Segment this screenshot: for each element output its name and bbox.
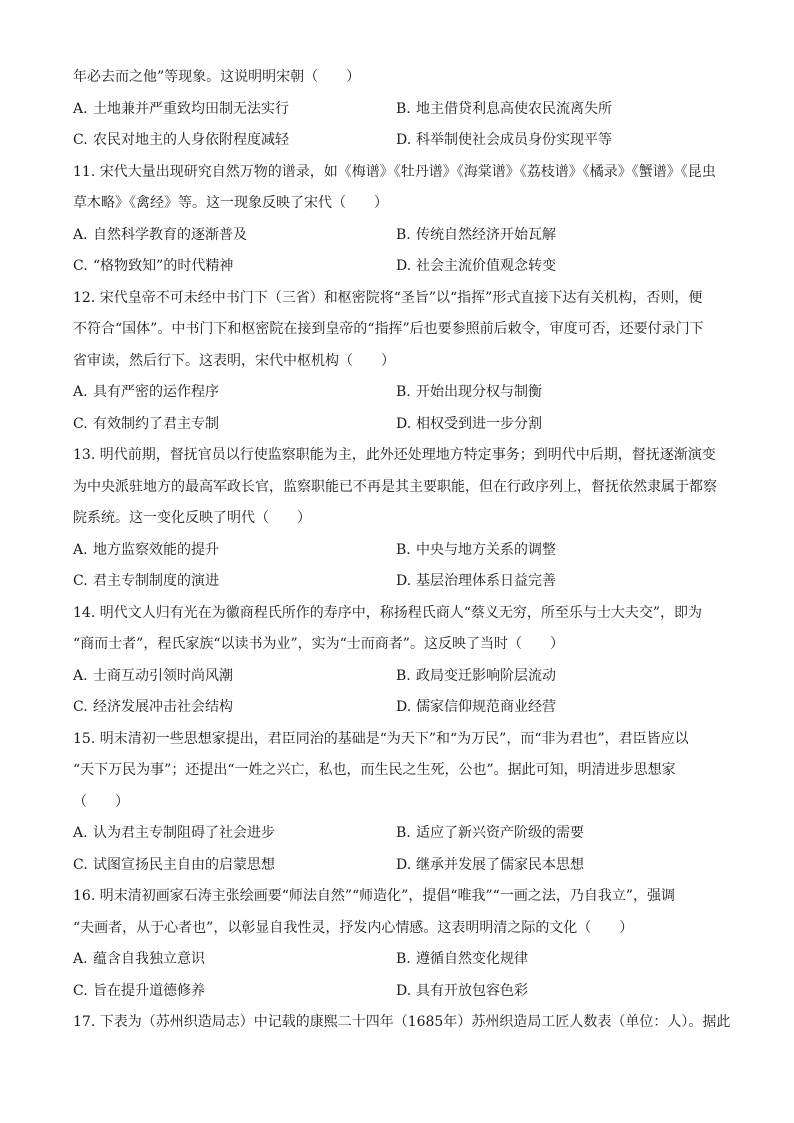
options-row: [73, 944, 734, 976]
question-stem-line: 不符合“国体”。中书门下和枢密院在接到皇帝的“指挥”后也要参照前后敕令，审度可否，还要付录门下: [73, 321, 704, 337]
question-stem-line: “商而士者”，程氏家族“以读书为业”，实为“士而商者”。这反映了当时（ ）: [73, 636, 564, 652]
options-row: [73, 377, 734, 409]
options-row: [73, 535, 734, 567]
question-stem-line: 草木略》《禽经》等。这一现象反映了宋代（ ）: [73, 195, 388, 211]
option-b: B. 中央与地方关系的调整: [396, 541, 556, 558]
question-stem-line: 11. 宋代大量出现研究自然万物的谱录，如《梅谱》《牡丹谱》《海棠谱》《荔枝谱》《橘录》《蟹谱》《昆虫: [73, 163, 716, 180]
options-row: [73, 661, 734, 693]
option-a: A. 自然科学教育的逐渐普及: [73, 226, 247, 243]
question-stem-line: 14. 明代文人归有光在为徽商程氏所作的寿序中，称扬程氏商人“蔡义无穷，所至乐与士大夫交”，即为: [73, 604, 703, 621]
option-c: C. 试图宣扬民主自由的启蒙思想: [73, 856, 275, 873]
option-a: A. 蕴含自我独立意识: [73, 951, 205, 967]
options-row: [73, 850, 734, 882]
option-c: C. 有效制约了君主专制: [73, 415, 219, 432]
question-16: [73, 881, 734, 1007]
question-12: [73, 283, 734, 441]
option-c: C. 经济发展冲击社会结构: [73, 699, 233, 715]
options-row: [73, 94, 734, 126]
question-17: [73, 1007, 734, 1039]
options-row: [73, 409, 734, 441]
option-d: D. 相权受到进一步分割: [396, 415, 542, 432]
option-d: D. 继承并发展了儒家民本思想: [396, 856, 584, 873]
question-stem-line: 院系统。这一变化反映了明代（ ）: [73, 510, 311, 526]
question-10: [73, 62, 734, 157]
question-14: [73, 598, 734, 724]
question-stem-line: 年必去而之他”等现象。这说明明宋朝（ ）: [73, 69, 361, 85]
options-row: [73, 818, 734, 850]
option-c: C. 农民对地主的人身依附程度减轻: [73, 132, 289, 148]
option-a: A. 认为君主专制阻碍了社会进步: [73, 825, 275, 841]
options-row: [73, 566, 734, 598]
question-stem-line: （ ）: [73, 793, 129, 810]
options-row: [73, 976, 734, 1008]
question-stem-line: 16. 明末清初画家石涛主张绘画要“师法自然”“师造化”，提倡“唯我”“一画之法，乃自我立”，强调: [73, 888, 675, 904]
option-d: D. 科举制使社会成员身份实现平等: [396, 132, 612, 148]
option-b: B. 传统自然经济开始瓦解: [396, 226, 556, 243]
option-c: C. “格物致知”的时代精神: [73, 258, 234, 274]
option-b: B. 地主借贷利息高使农民流离失所: [396, 100, 612, 117]
question-11: [73, 157, 734, 283]
options-row: [73, 692, 734, 724]
option-c: C. 君主专制制度的演进: [73, 573, 219, 589]
question-stem-line: “夫画者，从于心者也”，以彰显自我性灵，抒发内心情感。这表明明清之际的文化（ ）: [73, 919, 634, 936]
question-stem-line: 15. 明末清初一些思想家提出，君臣同治的基础是“为天下”和“为万民”，而“非为君也”，君臣皆应以: [73, 730, 689, 747]
question-stem-line: 省审读，然后行下。这表明，宋代中枢机构（ ）: [73, 352, 395, 369]
question-stem-line: “天下万民为事”；还提出“一姓之兴亡，私也，而生民之生死，公也”。据此可知，明清进步思想家: [73, 762, 676, 778]
option-a: A. 土地兼并严重致均田制无法实行: [73, 100, 289, 117]
question-stem-line: 12. 宋代皇帝不可未经中书门下（三省）和枢密院将“圣旨”以“指挥”形式直接下达有关机构，否则，便: [73, 289, 703, 306]
question-stem-line: 为中央派驻地方的最高军政长官，监察职能已不再是其主要职能，但在行政序列上，督抚依然隶属于都察: [73, 478, 717, 495]
option-b: B. 适应了新兴资产阶级的需要: [396, 825, 584, 841]
option-a: A. 具有严密的运作程序: [73, 384, 219, 400]
options-row: [73, 220, 734, 252]
option-d: D. 具有开放包容色彩: [396, 982, 528, 999]
option-b: B. 遵循自然变化规律: [396, 951, 528, 967]
question-stem-line: 13. 明代前期，督抚官员以行使监察职能为主，此外还处理地方特定事务；到明代中后期，督抚逐渐演变: [73, 447, 716, 463]
question-stem-line: 17. 下表为（苏州织造局志）中记载的康熙二十四年（1685年）苏州织造局工匠人数表（单位：人）。据此: [73, 1014, 731, 1030]
options-row: [73, 251, 734, 283]
options-row: [73, 125, 734, 157]
option-b: B. 政局变迁影响阶层流动: [396, 667, 556, 684]
option-b: B. 开始出现分权与制衡: [396, 384, 542, 400]
question-15: [73, 724, 734, 882]
option-c: C. 旨在提升道德修养: [73, 982, 205, 999]
option-d: D. 儒家信仰规范商业经营: [396, 699, 556, 715]
option-a: A. 士商互动引领时尚风潮: [73, 667, 233, 684]
option-d: D. 基层治理体系日益完善: [396, 573, 556, 589]
option-a: A. 地方监察效能的提升: [73, 541, 219, 558]
option-d: D. 社会主流价值观念转变: [396, 258, 556, 274]
question-13: [73, 440, 734, 598]
